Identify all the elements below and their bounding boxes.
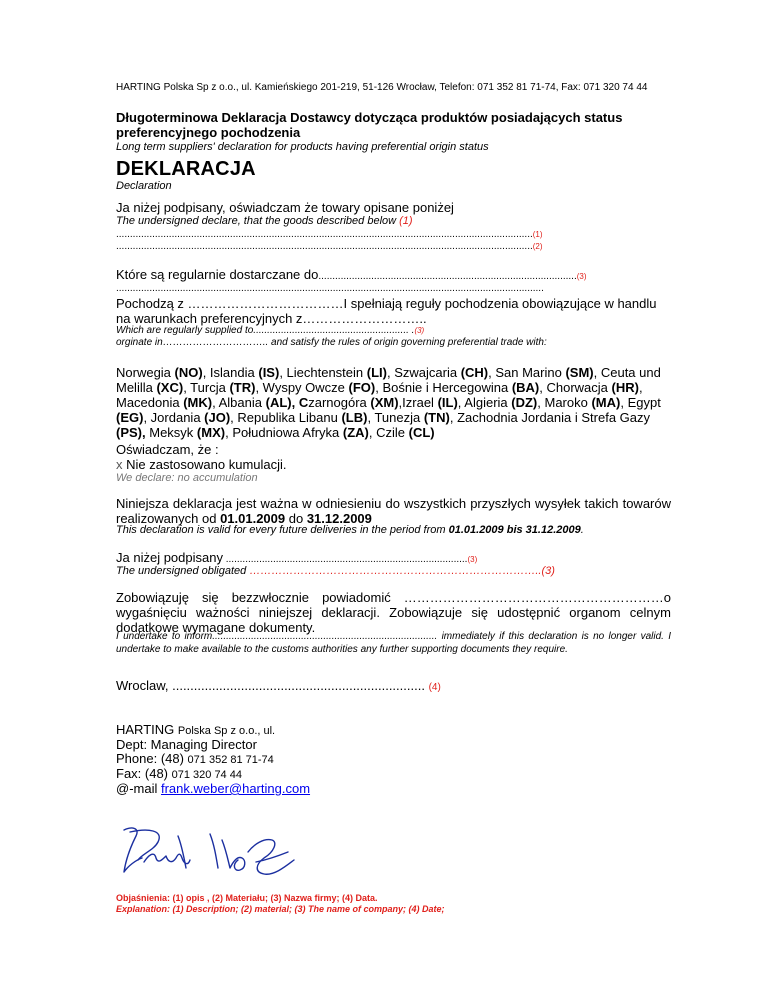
country-name: , Republika Libanu <box>230 410 342 425</box>
country-code: (LB) <box>341 410 368 425</box>
country-name: , Macedonia <box>116 380 643 410</box>
country-code: (MK) <box>183 395 213 410</box>
country-name: , Zachodnia Jordania i Strefa Gazy <box>449 410 651 425</box>
country-code: (XM) <box>370 395 399 410</box>
country-code: (PS), <box>116 425 146 440</box>
country-name: , Jordania <box>143 410 205 425</box>
country-name: , Liechtenstein <box>279 365 367 380</box>
undersigned-statement-en: The undersigned declare, that the goods described below (1) <box>116 215 413 227</box>
signatory-line: Ja niżej podpisany .......................................................................................(3) <box>116 550 478 565</box>
country-name: , Albania <box>212 395 266 410</box>
obligation-statement: Zobowiązuję się bezzwłocznie powiadomić ……………………………………………………o wygaśnięciu ważności niniejszej deklaracji. Zobowiązuje się udostępnić organom celnym dodatkowe wymagane dokumenty. <box>116 590 671 635</box>
signature-image <box>118 822 298 883</box>
country-code: (NO) <box>174 365 203 380</box>
origin-statement-en: orginate in………………………….. and satisfy the rules of origin governing preferential trade with: <box>116 337 547 348</box>
origin-statement: Pochodzą z ………………………………I spełniają reguły pochodzenia obowiązujące w handlu na warunkach preferencyjnych z……………………….. <box>116 296 657 326</box>
country-name: , Południowa Afryka <box>225 425 343 440</box>
country-code: (XC) <box>156 380 184 395</box>
country-code: (TN) <box>423 410 450 425</box>
country-code: (HR) <box>611 380 639 395</box>
country-name: , San Marino <box>488 365 566 380</box>
country-name: , Turcja <box>183 380 230 395</box>
supplied-dots-line: .......................................................................................................................................................... <box>116 283 544 294</box>
country-name: , Chorwacja <box>539 380 612 395</box>
goods-line-1: ......................................................................................................................................................(1) <box>116 229 543 240</box>
explanation-pl: Objaśnienia: (1) opis , (2) Materiału; (3) Nazwa firmy; (4) Data. <box>116 893 378 903</box>
country-code: (SM) <box>565 365 594 380</box>
country-code: (CL) <box>408 425 435 440</box>
supplied-to-en: Which are regularly supplied to........................................................ .(3) <box>116 325 425 336</box>
country-code: (CH) <box>460 365 489 380</box>
email-link[interactable]: frank.weber@harting.com <box>160 781 311 796</box>
country-list <box>116 365 671 440</box>
supplied-to-line: Które są regularnie dostarczane do.............................................................................................(3) <box>116 267 587 282</box>
declare-statement: Oświadczam, że : <box>116 442 219 457</box>
obligation-statement-en: I undertake to inform................................................................................. immediately if this declaration is no longer valid. I undertake to make available to the customs authorities any further supporting documents they require. <box>116 631 671 655</box>
country-code: (ZA) <box>342 425 369 440</box>
declaration-heading-en: Declaration <box>116 180 172 192</box>
checkbox-mark: x <box>116 457 123 472</box>
sender-block: HARTING Polska Sp z o.o., ul. Dept: Managing Director Phone: (48) 071 352 81 71-74 Fax: (48) 071 320 74 44 @-mail frank.weber@harting.com <box>116 722 311 796</box>
declare-statement-en: We declare: no accumulation <box>116 472 258 484</box>
country-code: (JO) <box>204 410 231 425</box>
country-code: (IS) <box>258 365 280 380</box>
country-name: ,Izrael <box>398 395 438 410</box>
country-code: (IL) <box>437 395 458 410</box>
country-name: , Ceuta und Melilla <box>116 365 661 395</box>
country-name: , Wyspy Owcze <box>255 380 349 395</box>
country-name: , Bośnie i Hercegowina <box>375 380 512 395</box>
place-date-line: Wroclaw, ...................................................................... (4) <box>116 678 441 693</box>
country-code: (TR) <box>229 380 256 395</box>
validity-statement: Niniejsza deklaracja jest ważna w odniesieniu do wszystkich przyszłych wysyłek takich towarów realizowanych od 01.01.2009 do 31.12.2009 <box>116 496 671 526</box>
no-cumulation-option: x Nie zastosowano kumulacji. <box>116 457 287 472</box>
country-code: (MX) <box>196 425 226 440</box>
handwritten-signature <box>118 822 298 878</box>
country-name: , Egypt <box>620 395 661 410</box>
document-title: Długoterminowa Deklaracja Dostawcy dotycząca produktów posiadających status preferencyjnego pochodzenia <box>116 110 623 140</box>
explanation-en: Explanation: (1) Description; (2) material; (3) The name of company; (4) Date; <box>116 904 445 914</box>
country-code: (AL), C <box>265 395 309 410</box>
signatory-line-en: The undersigned obligated ……………………………………………………………………..(3) <box>116 565 555 577</box>
country-name: Meksyk <box>145 425 197 440</box>
country-name: , Szwajcaria <box>386 365 461 380</box>
country-code: (DZ) <box>511 395 538 410</box>
goods-line-2: ......................................................................................................................................................(2) <box>116 241 543 252</box>
country-code: (LI) <box>366 365 387 380</box>
declaration-heading: DEKLARACJA <box>116 158 256 180</box>
country-name: , Czile <box>368 425 409 440</box>
company-header: HARTING Polska Sp z o.o., ul. Kamieńskiego 201-219, 51-126 Wrocław, Telefon: 071 352 81 71-74, Fax: 071 320 74 44 <box>116 82 648 93</box>
validity-statement-en: This declaration is valid for every future deliveries in the period from 01.01.2009 bis 31.12.2009. <box>116 524 584 536</box>
country-code: (EG) <box>116 410 144 425</box>
country-code: (FO) <box>348 380 376 395</box>
country-name: Norwegia <box>116 365 175 380</box>
document-title-en: Long term suppliers' declaration for products having preferential origin status <box>116 141 489 153</box>
country-name: , Maroko <box>537 395 592 410</box>
country-name: , Tunezja <box>367 410 424 425</box>
country-code: (MA) <box>591 395 621 410</box>
country-name: , Algieria <box>457 395 512 410</box>
undersigned-statement: Ja niżej podpisany, oświadczam że towary opisane poniżej <box>116 200 454 215</box>
country-code: (BA) <box>511 380 540 395</box>
country-name: zarnogóra <box>308 395 371 410</box>
note-ref: (1) <box>399 215 413 227</box>
country-name: , Islandia <box>202 365 259 380</box>
